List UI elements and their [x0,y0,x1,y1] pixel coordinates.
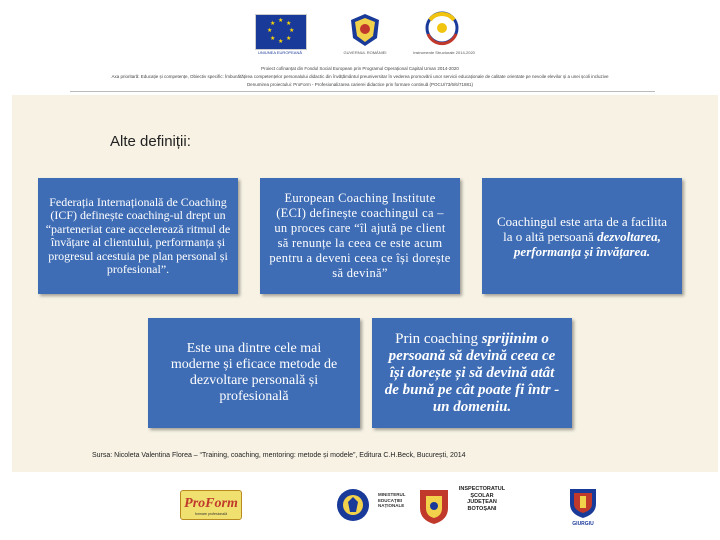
isj-label: INSPECTORATUL ȘCOLAR JUDEȚEAN BOTOȘANI [458,486,506,512]
ministry-label: MINISTERUL EDUCAȚIEI NAȚIONALE [378,492,406,508]
axis-line: Axa prioritară: Educație și competențe, Obiectiv specific: Îmbunătățirea competențelor personalului didactic din învățământul preuniversitar în vederea promovării unor servicii educaționale de calitate orientate pe nevoile elevilor și a unei școli incluzive [111,74,609,79]
coaching-art-text [492,214,672,259]
proform-logo-text: ProForm [184,496,238,511]
government-crest-logo [345,12,385,48]
modern-method-box [148,318,360,428]
giurgiu-label: GIURGIU [572,521,594,527]
icf-definition-box [38,178,238,294]
header-banner [0,0,720,95]
giurgiu-crest-logo [566,486,600,520]
coaching-art-text-plain: Coachingul este arta de a facilita la o altă persoană [496,213,667,244]
icf-definition-text: Federația Internațională de Coaching (ICF) definește coaching-ul drept un “parteneriat care accelerează ritmul de învățare al clientului, performanța și progresul acestuia pe plan personal și profesional”. [45,194,231,276]
slide-title: Alte definiții: [110,133,191,150]
government-label: GUVERNUL ROMÂNIEI [343,50,387,55]
project-title-line: Denumirea proiectului: ProForm - Profesionalizarea carierei didactice prin formare continuă (POCU/73/6/6/71881) [246,82,474,87]
eu-flag-logo: ★ ★ ★ ★ ★ ★ ★ ★ [255,14,307,50]
coaching-art-box [482,178,682,294]
instrumente-structurale-label: Instrumente Structurale 2014-2020 [413,50,475,55]
coaching-support-text [382,331,562,416]
proform-logo [180,490,242,520]
source-citation: Sursa: Nicoleta Valentina Florea – “Training, coaching, mentoring: metode și modele”, Editura C.H.Beck, București, 2014 [92,452,466,459]
modern-method-text: Este una dintre cele mai moderne și eficace metode de dezvoltare personală și profesională [170,341,338,404]
proform-logo-subtext: formare profesională [194,512,228,516]
coaching-art-text-emphasis: dezvoltarea, performanța și învățarea. [513,228,661,259]
isj-crest-logo [416,486,452,526]
project-line: Proiect cofinanțat din Fondul Social European prin Programul Operațional Capital Uman 2014-2020 [261,66,459,71]
instrumente-structurale-logo [418,10,466,50]
eu-label: UNIUNEA EUROPEANĂ [257,50,302,55]
coaching-support-text-plain: Prin coaching [395,330,482,347]
eci-definition-text: European Coaching Institute (ECI) definește coachingul ca – un proces care “îl ajută pe client să renunțe la ceea ce este acum pentru a deveni ceea ce își dorește să devină” [269,191,451,280]
ministry-seal-logo [336,488,370,522]
coaching-support-text-emphasis: sprijinim o persoană să devină ceea ce își dorește și să devină atât de bună pe cât poate fi într -un domeniu. [384,330,560,415]
coaching-support-box [372,318,572,428]
eci-definition-box [260,178,460,294]
header-divider [70,91,655,92]
